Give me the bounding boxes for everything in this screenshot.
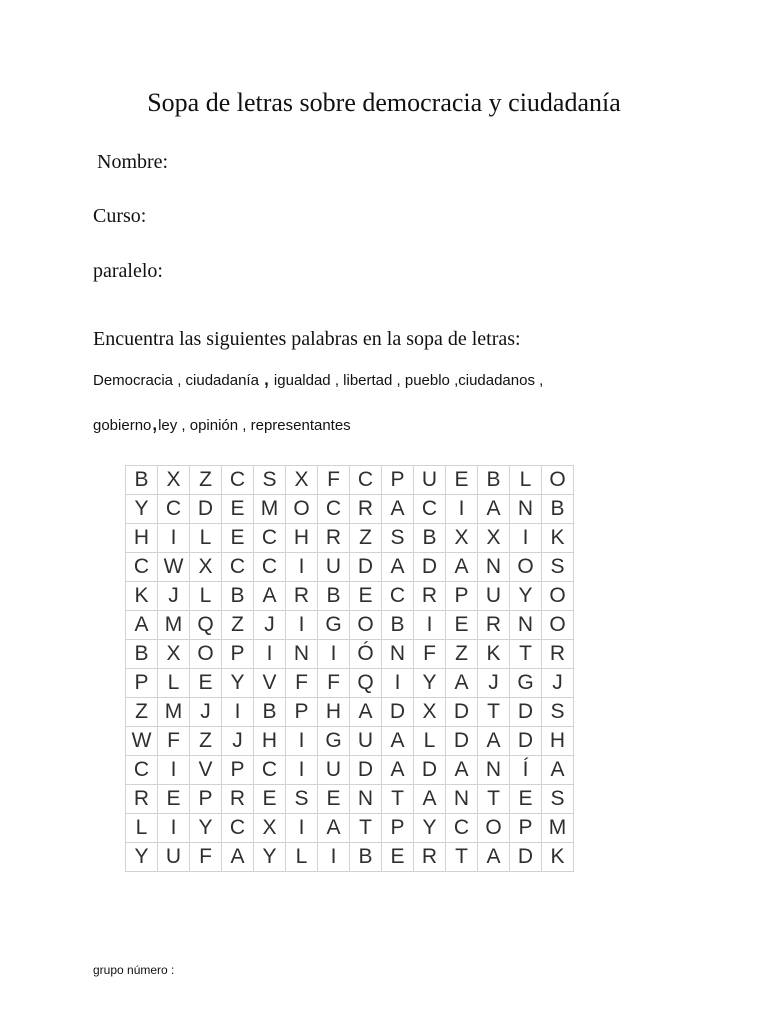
grid-cell: C (318, 495, 350, 524)
grid-cell: F (286, 669, 318, 698)
grid-cell: Y (254, 843, 286, 872)
grid-cell: J (478, 669, 510, 698)
grid-cell: L (190, 582, 222, 611)
grid-cell: I (286, 553, 318, 582)
grid-cell: A (478, 843, 510, 872)
grid-cell: L (286, 843, 318, 872)
grid-cell: K (478, 640, 510, 669)
grid-cell: Y (510, 582, 542, 611)
grid-row (126, 727, 574, 756)
word-list-line-2-part-a: gobierno (93, 417, 152, 434)
grid-row (126, 611, 574, 640)
grid-cell: Z (190, 466, 222, 495)
grid-cell: F (318, 669, 350, 698)
grid-cell: B (350, 843, 382, 872)
grid-cell: F (190, 843, 222, 872)
grid-cell: D (446, 698, 478, 727)
grid-cell: A (350, 698, 382, 727)
grid-row (126, 640, 574, 669)
grid-cell: Í (510, 756, 542, 785)
grid-cell: B (542, 495, 574, 524)
grid-cell: R (414, 843, 446, 872)
grid-cell: B (382, 611, 414, 640)
grid-cell: K (542, 524, 574, 553)
grid-cell: H (318, 698, 350, 727)
grid-cell: N (510, 495, 542, 524)
grid-cell: E (254, 785, 286, 814)
grid-cell: E (222, 524, 254, 553)
grid-cell: T (350, 814, 382, 843)
grid-cell: I (318, 843, 350, 872)
grid-cell: A (254, 582, 286, 611)
grid-cell: P (382, 814, 414, 843)
grid-cell: H (286, 524, 318, 553)
grid-cell: Y (126, 495, 158, 524)
grid-cell: D (190, 495, 222, 524)
grid-cell: O (542, 582, 574, 611)
word-list-line-1 (93, 364, 544, 391)
grid-cell: N (446, 785, 478, 814)
grid-row (126, 756, 574, 785)
grid-cell: M (158, 698, 190, 727)
grid-cell: L (126, 814, 158, 843)
grid-cell: C (222, 466, 254, 495)
word-list-line-2 (93, 409, 351, 436)
grid-cell: A (382, 553, 414, 582)
grid-cell: Y (190, 814, 222, 843)
grid-cell: O (286, 495, 318, 524)
grid-cell: Z (222, 611, 254, 640)
grid-cell: N (510, 611, 542, 640)
page-title: Sopa de letras sobre democracia y ciudadanía (147, 88, 621, 117)
grid-cell: O (190, 640, 222, 669)
grid-cell: S (286, 785, 318, 814)
grid-cell: M (542, 814, 574, 843)
word-list-line-1-part-a: Democracia , ciudadanía (93, 372, 264, 389)
grid-cell: N (478, 553, 510, 582)
grid-cell: B (126, 640, 158, 669)
grid-cell: X (158, 640, 190, 669)
grid-cell: C (254, 553, 286, 582)
grid-cell: I (286, 727, 318, 756)
grid-cell: Ó (350, 640, 382, 669)
grid-cell: D (446, 727, 478, 756)
grid-cell: Z (446, 640, 478, 669)
grid-cell: Z (350, 524, 382, 553)
grid-cell: J (158, 582, 190, 611)
grid-cell: P (510, 814, 542, 843)
grid-row (126, 466, 574, 495)
grid-cell: C (414, 495, 446, 524)
grid-cell: O (510, 553, 542, 582)
grid-cell: S (542, 698, 574, 727)
grupo-numero-label: grupo número : (93, 963, 175, 977)
grid-cell: W (126, 727, 158, 756)
instruction-text: Encuentra las siguientes palabras en la sopa de letras: (93, 328, 521, 350)
grid-cell: H (542, 727, 574, 756)
word-list-line-1-comma: , (263, 364, 270, 391)
grid-row (126, 843, 574, 872)
grid-row (126, 669, 574, 698)
grid-cell: Y (222, 669, 254, 698)
grid-cell: I (158, 524, 190, 553)
grid-cell: E (350, 582, 382, 611)
grid-cell: K (126, 582, 158, 611)
grid-cell: O (478, 814, 510, 843)
grid-cell: D (510, 843, 542, 872)
grid-cell: Y (414, 669, 446, 698)
grid-cell: G (318, 611, 350, 640)
grid-cell: I (286, 611, 318, 640)
grid-cell: Q (190, 611, 222, 640)
grid-cell: P (446, 582, 478, 611)
grid-cell: D (414, 553, 446, 582)
grid-cell: A (126, 611, 158, 640)
grid-cell: E (382, 843, 414, 872)
grid-cell: X (478, 524, 510, 553)
grid-cell: J (542, 669, 574, 698)
grid-cell: I (158, 756, 190, 785)
grid-cell: X (254, 814, 286, 843)
grid-cell: O (542, 611, 574, 640)
grid-cell: A (222, 843, 254, 872)
grid-cell: B (222, 582, 254, 611)
word-search-grid (125, 465, 574, 872)
grid-cell: E (446, 466, 478, 495)
grid-cell: G (510, 669, 542, 698)
grid-cell: K (542, 843, 574, 872)
grid-cell: O (350, 611, 382, 640)
grid-row (126, 814, 574, 843)
grid-cell: A (478, 727, 510, 756)
word-list-line-2-comma: , (151, 409, 159, 436)
grid-cell: R (542, 640, 574, 669)
nombre-field-label: Nombre: (97, 151, 169, 173)
grid-cell: J (254, 611, 286, 640)
grid-cell: A (478, 495, 510, 524)
grid-cell: X (446, 524, 478, 553)
grid-cell: P (126, 669, 158, 698)
grid-cell: B (318, 582, 350, 611)
grid-cell: R (126, 785, 158, 814)
grid-cell: P (286, 698, 318, 727)
grid-cell: U (414, 466, 446, 495)
grid-cell: U (478, 582, 510, 611)
grid-cell: H (126, 524, 158, 553)
grid-cell: N (350, 785, 382, 814)
grid-cell: S (542, 785, 574, 814)
grid-cell: N (382, 640, 414, 669)
grid-cell: U (318, 553, 350, 582)
grid-cell: M (158, 611, 190, 640)
grid-cell: C (350, 466, 382, 495)
grid-cell: I (382, 669, 414, 698)
grid-cell: X (414, 698, 446, 727)
grid-cell: U (350, 727, 382, 756)
word-list-line-2-part-b: ley , opinión , representantes (158, 417, 351, 434)
grid-cell: D (510, 727, 542, 756)
grid-cell: W (158, 553, 190, 582)
grid-cell: I (158, 814, 190, 843)
paralelo-field-label: paralelo: (93, 260, 163, 282)
grid-cell: A (382, 756, 414, 785)
grid-cell: M (254, 495, 286, 524)
grid-cell: L (190, 524, 222, 553)
grid-cell: Z (190, 727, 222, 756)
grid-cell: B (414, 524, 446, 553)
grid-cell: J (222, 727, 254, 756)
grid-cell: E (446, 611, 478, 640)
grid-cell: I (254, 640, 286, 669)
grid-cell: A (446, 756, 478, 785)
grid-cell: X (286, 466, 318, 495)
grid-cell: I (446, 495, 478, 524)
grid-cell: A (446, 553, 478, 582)
grid-cell: L (158, 669, 190, 698)
grid-cell: A (382, 727, 414, 756)
grid-cell: A (542, 756, 574, 785)
word-list-line-1-part-b: igualdad , libertad , pueblo ,ciudadanos , (269, 372, 544, 389)
grid-row (126, 785, 574, 814)
grid-cell: Y (414, 814, 446, 843)
grid-cell: S (382, 524, 414, 553)
grid-cell: C (126, 553, 158, 582)
grid-cell: P (190, 785, 222, 814)
grid-cell: T (510, 640, 542, 669)
grid-cell: E (222, 495, 254, 524)
grid-cell: D (350, 756, 382, 785)
grid-cell: V (254, 669, 286, 698)
grid-cell: C (222, 553, 254, 582)
grid-cell: D (382, 698, 414, 727)
grid-cell: R (414, 582, 446, 611)
grid-cell: J (190, 698, 222, 727)
grid-cell: B (478, 466, 510, 495)
grid-row (126, 582, 574, 611)
grid-cell: D (414, 756, 446, 785)
grid-cell: I (286, 756, 318, 785)
grid-cell: Z (126, 698, 158, 727)
grid-cell: I (510, 524, 542, 553)
grid-cell: P (222, 756, 254, 785)
grid-cell: P (222, 640, 254, 669)
grid-cell: E (158, 785, 190, 814)
grid-cell: E (190, 669, 222, 698)
grid-cell: C (254, 524, 286, 553)
grid-cell: Q (350, 669, 382, 698)
grid-cell: C (158, 495, 190, 524)
grid-cell: E (318, 785, 350, 814)
grid-row (126, 524, 574, 553)
grid-cell: F (158, 727, 190, 756)
grid-cell: U (318, 756, 350, 785)
grid-cell: D (350, 553, 382, 582)
grid-cell: T (478, 698, 510, 727)
grid-cell: T (446, 843, 478, 872)
grid-cell: C (126, 756, 158, 785)
grid-cell: I (286, 814, 318, 843)
grid-cell: B (126, 466, 158, 495)
grid-cell: A (446, 669, 478, 698)
grid-cell: B (254, 698, 286, 727)
grid-cell: L (510, 466, 542, 495)
grid-row (126, 698, 574, 727)
grid-cell: V (190, 756, 222, 785)
grid-cell: A (318, 814, 350, 843)
grid-cell: S (542, 553, 574, 582)
grid-cell: T (382, 785, 414, 814)
grid-cell: A (382, 495, 414, 524)
grid-cell: N (286, 640, 318, 669)
grid-cell: R (478, 611, 510, 640)
grid-cell: U (158, 843, 190, 872)
grid-cell: R (286, 582, 318, 611)
grid-cell: F (414, 640, 446, 669)
grid-cell: C (222, 814, 254, 843)
grid-cell: X (190, 553, 222, 582)
grid-cell: T (478, 785, 510, 814)
grid-cell: C (446, 814, 478, 843)
grid-cell: A (414, 785, 446, 814)
grid-cell: Y (126, 843, 158, 872)
grid-cell: R (350, 495, 382, 524)
grid-cell: R (318, 524, 350, 553)
grid-cell: I (414, 611, 446, 640)
grid-cell: L (414, 727, 446, 756)
grid-cell: G (318, 727, 350, 756)
grid-cell: D (510, 698, 542, 727)
grid-cell: I (318, 640, 350, 669)
grid-row (126, 553, 574, 582)
grid-cell: X (158, 466, 190, 495)
grid-cell: E (510, 785, 542, 814)
grid-cell: I (222, 698, 254, 727)
grid-cell: S (254, 466, 286, 495)
grid-cell: H (254, 727, 286, 756)
grid-cell: P (382, 466, 414, 495)
grid-cell: F (318, 466, 350, 495)
grid-cell: N (478, 756, 510, 785)
grid-row (126, 495, 574, 524)
grid-cell: C (254, 756, 286, 785)
grid-cell: R (222, 785, 254, 814)
grid-cell: O (542, 466, 574, 495)
curso-field-label: Curso: (93, 205, 147, 227)
grid-cell: C (382, 582, 414, 611)
